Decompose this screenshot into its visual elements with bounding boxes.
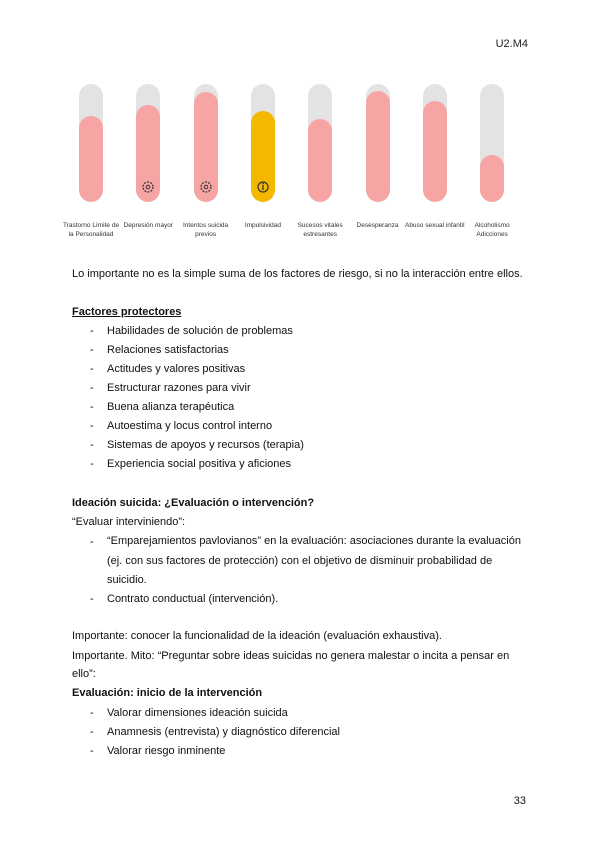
- bar-track: [136, 84, 160, 202]
- importante-1: Importante: conocer la funcionalidad de la ideación (evaluación exhaustiva).: [72, 630, 442, 642]
- list-item: - Contrato conductual (intervención).: [72, 592, 278, 611]
- bar: [423, 101, 447, 202]
- bar-track: [308, 84, 332, 202]
- bar-track: [251, 84, 275, 202]
- bar: [79, 116, 103, 202]
- ideacion-heading: Ideación suicida: ¿Evaluación o intervención?: [72, 497, 315, 509]
- evaluacion-list: [72, 706, 340, 763]
- importante-2-line-2: ello”:: [72, 668, 96, 680]
- list-dash: -: [90, 536, 94, 548]
- bar-track: [366, 84, 390, 202]
- document-code: U2.M4: [495, 38, 528, 50]
- bar: [366, 91, 390, 202]
- bar-label: Desesperanza: [356, 222, 399, 229]
- list-item: - Experiencia social positiva y aficiones: [72, 457, 304, 476]
- list-item: - Valorar riesgo inminente: [72, 744, 340, 763]
- list-item: - Relaciones satisfactorias: [72, 343, 304, 362]
- gear-icon: [199, 180, 213, 194]
- ideacion-list: [72, 592, 278, 611]
- bar-label: Trastorno Límite de la Personalidad: [62, 222, 120, 238]
- factores-heading: Factores protectores: [72, 306, 182, 318]
- factores-list: [72, 324, 304, 476]
- bar-label: Intentos suicida previos: [183, 222, 229, 238]
- list-item: - Valorar dimensiones ideación suicida: [72, 706, 340, 725]
- gear-icon: [141, 180, 155, 194]
- page-number: 33: [513, 795, 526, 807]
- list-item: - Habilidades de solución de problemas: [72, 324, 304, 343]
- bar-track: [480, 84, 504, 202]
- bar-track: [79, 84, 103, 202]
- ideacion-quote: “Evaluar interviniendo”:: [72, 516, 186, 528]
- list-item: - Sistemas de apoyos y recursos (terapia): [72, 438, 304, 457]
- bar: [308, 119, 332, 202]
- evaluacion-heading: Evaluación: inicio de la intervención: [72, 687, 263, 699]
- ideacion-item-1: “Emparejamientos pavlovianos” en la evaluación: asociaciones durante la evaluación (ej. con sus factores de protección) con el objetivo de disminuir probabilidad de suicidio.: [107, 535, 521, 586]
- bar-label: Depresión mayor: [123, 222, 174, 229]
- bar-label: Alcoholismo Adicciones: [474, 222, 510, 238]
- bar-label: Sucesos vitales estresantes: [297, 222, 343, 238]
- list-item: - Buena alianza terapéutica: [72, 400, 304, 419]
- bar: [480, 155, 504, 202]
- info-icon: [256, 180, 270, 194]
- bar-label: Impulsividad: [244, 222, 281, 229]
- intro-sentence: Lo importante no es la simple suma de los factores de riesgo, si no la interacción entre ellos.: [72, 268, 523, 280]
- list-item: - Actitudes y valores positivas: [72, 362, 304, 381]
- bar-label: Abuso sexual infantil: [404, 222, 465, 229]
- risk-factors-chart: [62, 78, 528, 258]
- list-item: - Autoestima y locus control interno: [72, 419, 304, 438]
- list-item: - Anamnesis (entrevista) y diagnóstico diferencial: [72, 725, 340, 744]
- bar-track: [194, 84, 218, 202]
- list-item: - Estructurar razones para vivir: [72, 381, 304, 400]
- importante-2-line-1: Importante. Mito: “Preguntar sobre ideas suicidas no genera malestar o incita a pensar en: [72, 650, 510, 662]
- bar-track: [423, 84, 447, 202]
